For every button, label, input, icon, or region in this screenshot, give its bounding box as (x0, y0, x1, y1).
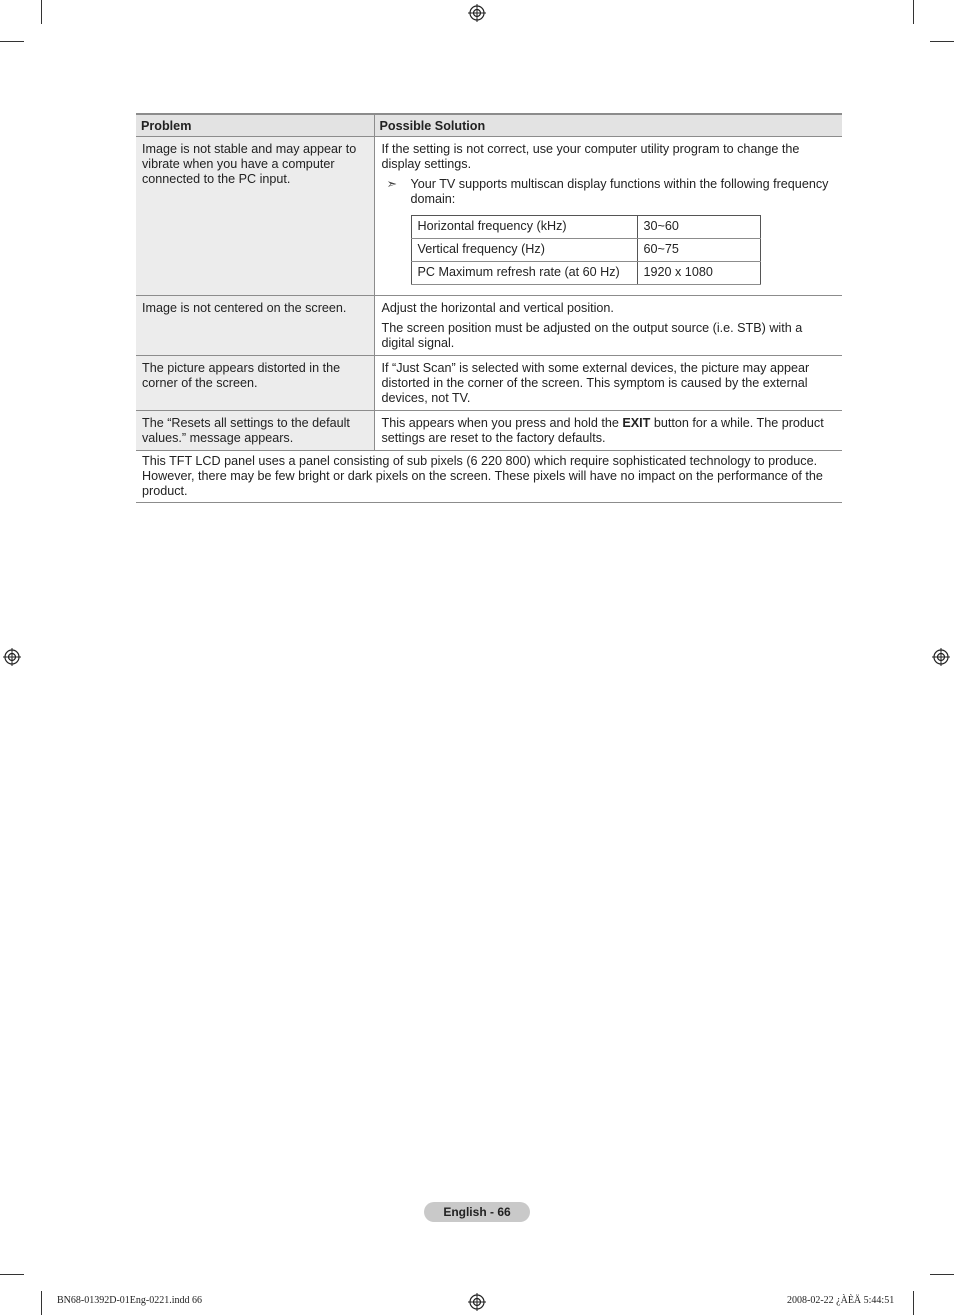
registration-mark-icon (468, 4, 486, 22)
solution-cell (374, 355, 842, 410)
exit-button-label: EXIT (622, 415, 651, 430)
crop-mark (41, 0, 42, 24)
page-number-badge: English - 66 (424, 1202, 530, 1222)
crop-mark (41, 1291, 42, 1315)
frequency-row (411, 238, 760, 261)
frequency-table (411, 215, 761, 285)
header-problem: Problem (136, 114, 374, 136)
crop-mark (930, 41, 954, 42)
registration-mark-icon (468, 1293, 486, 1311)
table-row (136, 295, 842, 355)
table-header-row (136, 114, 842, 136)
solution-text-pre: This appears when you press and hold the (381, 415, 623, 430)
footnote: This TFT LCD panel uses a panel consisting of sub pixels (6 220 800) which require sophisticated technology to produce. However, there may be few bright or dark pixels on the screen. These pixels will have no impact on the performance of the product. (136, 450, 842, 502)
table-row (136, 355, 842, 410)
frequency-label: Horizontal frequency (kHz) (411, 215, 637, 238)
crop-mark (913, 1291, 914, 1315)
solution-text (382, 416, 837, 446)
problem-text: Image is not centered on the screen. (142, 300, 347, 315)
problem-text: The picture appears distorted in the corner of the screen. (142, 360, 341, 390)
frequency-value: 1920 x 1080 (637, 261, 760, 284)
solution-text: If the setting is not correct, use your computer utility program to change the display settings. (381, 141, 800, 171)
crop-mark (0, 41, 24, 42)
problem-text: Image is not stable and may appear to vibrate when you have a computer connected to the PC input. (142, 141, 357, 186)
problem-text: The “Resets all settings to the default values.” message appears. (142, 415, 350, 445)
table-row (136, 136, 842, 295)
frequency-label: PC Maximum refresh rate (at 60 Hz) (411, 261, 637, 284)
registration-mark-icon (932, 648, 950, 666)
solution-cell (374, 295, 842, 355)
problem-cell (136, 355, 374, 410)
solution-cell (374, 136, 842, 295)
troubleshooting-table (136, 113, 842, 503)
crop-mark (0, 1274, 24, 1275)
footer-filename: BN68-01392D-01Eng-0221.indd 66 (57, 1295, 202, 1306)
frequency-label: Vertical frequency (Hz) (411, 238, 637, 261)
solution-text: Adjust the horizontal and vertical position. (381, 300, 614, 315)
solution-text: The screen position must be adjusted on the output source (i.e. STB) with a digital signal. (381, 320, 803, 350)
arrow-icon: ➣ (386, 176, 398, 191)
solution-cell (374, 410, 842, 450)
footer-timestamp: 2008-02-22 ¿ÀÈÄ 5:44:51 (787, 1295, 895, 1306)
problem-cell (136, 136, 374, 295)
frequency-value: 60~75 (637, 238, 760, 261)
frequency-row (411, 215, 760, 238)
crop-mark (913, 0, 914, 24)
problem-cell (136, 410, 374, 450)
note (382, 177, 837, 207)
footnote-row (136, 450, 842, 502)
crop-mark (930, 1274, 954, 1275)
registration-mark-icon (3, 648, 21, 666)
frequency-row (411, 261, 760, 284)
problem-cell (136, 295, 374, 355)
frequency-value: 30~60 (637, 215, 760, 238)
solution-text-post: button for a while. The product settings are reset to the factory defaults. (381, 415, 824, 445)
solution-text: If “Just Scan” is selected with some external devices, the picture may appear distorted in the corner of the screen. This symptom is caused by the external devices, not TV. (381, 360, 810, 405)
header-solution: Possible Solution (374, 114, 842, 136)
table-row (136, 410, 842, 450)
note-text: Your TV supports multiscan display functions within the following frequency domain: (410, 176, 829, 206)
